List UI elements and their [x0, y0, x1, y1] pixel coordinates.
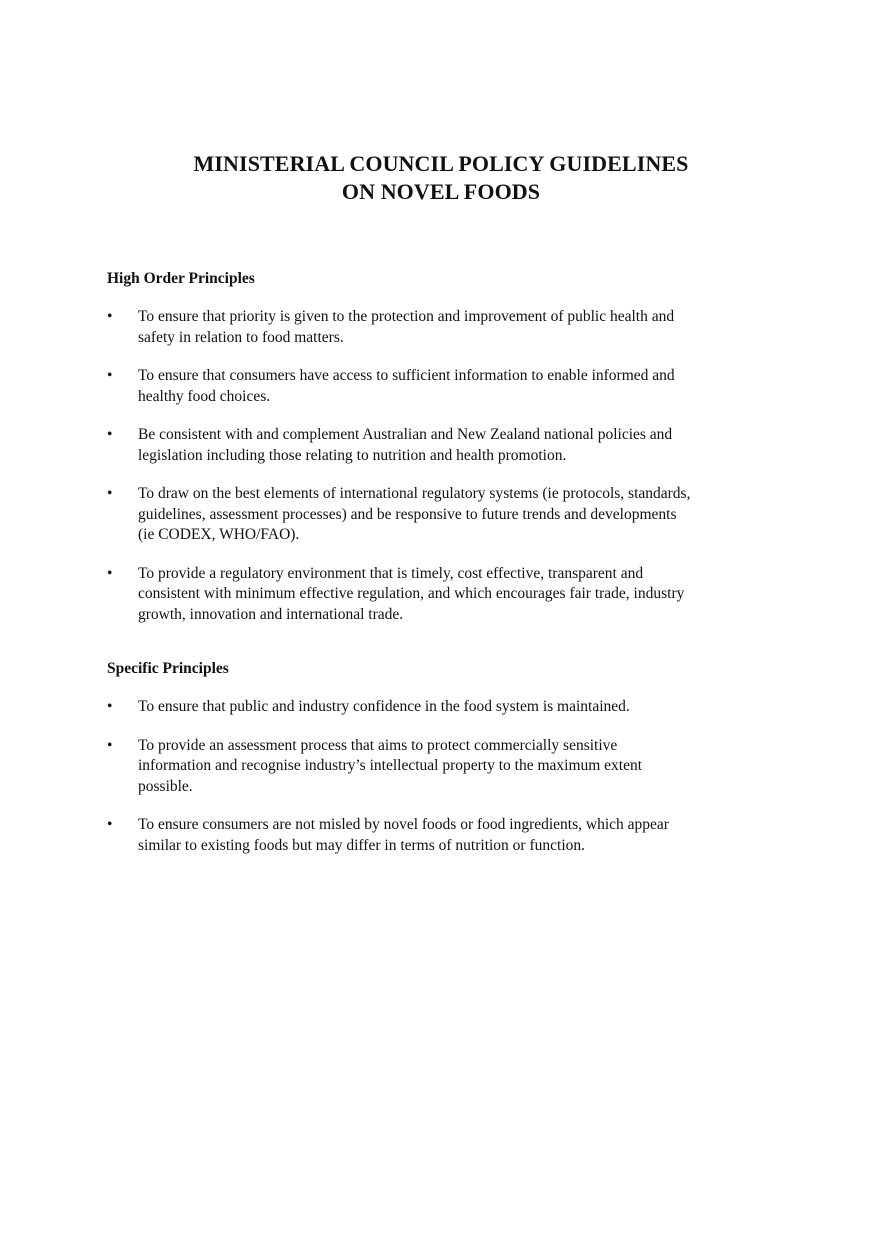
document-title [0, 150, 882, 206]
item-text-line: To provide an assessment process that aims to protect commercially sensitive [138, 736, 618, 754]
item-text-line: safety in relation to food matters. [138, 328, 344, 346]
list-item [107, 564, 787, 626]
bullet-list [107, 307, 787, 625]
item-text-line: growth, innovation and international trade. [138, 605, 404, 623]
bullet-icon: • [107, 698, 113, 715]
item-text-line: information and recognise industry’s intellectual property to the maximum extent [138, 757, 643, 774]
item-text-line: legislation including those relating to nutrition and health promotion. [138, 446, 567, 464]
list-item [107, 697, 787, 718]
item-text-line: consistent with minimum effective regulation, and which encourages fair trade, industry [138, 585, 685, 602]
list-item [107, 366, 787, 407]
bullet-list [107, 697, 787, 856]
item-text-line: To ensure that consumers have access to sufficient information to enable informed and [138, 367, 675, 384]
item-text-line: guidelines, assessment processes) and be responsive to future trends and developments [138, 505, 677, 523]
item-text-line: To ensure that priority is given to the protection and improvement of public health and [138, 308, 675, 325]
item-text-line: Be consistent with and complement Australian and New Zealand national policies and [138, 426, 673, 443]
bullet-icon: • [107, 816, 113, 833]
item-text-line: To ensure that public and industry confidence in the food system is maintained. [138, 698, 630, 715]
list-item [107, 736, 787, 798]
item-text-line: To draw on the best elements of international regulatory systems (ie protocols, standards, [138, 485, 691, 502]
item-text-line: (ie CODEX, WHO/FAO). [138, 526, 300, 543]
item-text-line: possible. [138, 777, 193, 795]
section-heading: High Order Principles [107, 270, 255, 287]
bullet-icon: • [107, 485, 113, 502]
title-line: MINISTERIAL COUNCIL POLICY GUIDELINES [193, 151, 689, 176]
item-text-line: similar to existing foods but may differ in terms of nutrition or function. [138, 836, 585, 854]
section-heading: Specific Principles [107, 660, 229, 677]
list-item [107, 425, 787, 466]
bullet-icon: • [107, 367, 113, 384]
bullet-icon: • [107, 426, 113, 443]
list-item [107, 815, 787, 856]
bullet-icon: • [107, 736, 113, 754]
item-text-line: To provide a regulatory environment that is timely, cost effective, transparent and [138, 564, 644, 582]
bullet-icon: • [107, 308, 113, 325]
section-specific-principles [107, 659, 787, 856]
item-text-line: healthy food choices. [138, 387, 271, 405]
section-high-order-principles [107, 269, 787, 625]
list-item [107, 307, 787, 348]
list-item [107, 484, 787, 546]
bullet-icon: • [107, 564, 113, 582]
title-line: ON NOVEL FOODS [341, 179, 541, 204]
item-text-line: To ensure consumers are not misled by novel foods or food ingredients, which appear [138, 816, 669, 833]
